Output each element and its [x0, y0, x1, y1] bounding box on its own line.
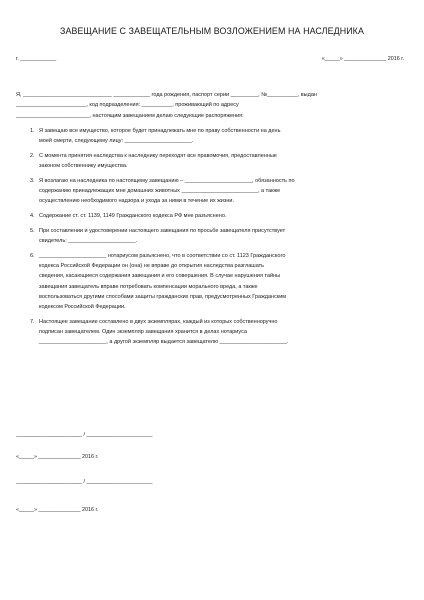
item-number: 5. [30, 228, 35, 234]
list-item [30, 176, 406, 207]
item-number: 7. [30, 318, 35, 325]
item-text: При составлении и удостоверении настоящего завещания по просьбе завещателя присутствует свидетель: ______________________. [39, 228, 286, 245]
item-number: 1. [30, 128, 35, 134]
item-text: ______________________ нотариусом разъяснено, что в соответствии со ст. 1123 Гражданского кодекса Российской Федерации он (она) не вправе до открытия наследства разглашать сведения, касающиеся содержания завещания и его совершения. В случае нарушения тайны завещания завещатель вправе потребовать компенсации морального вреда, а также воспользоваться другими способами защиты гражданских прав, предусмотренных Гражданским кодексом Российской Федерации. [39, 253, 287, 311]
item-number: 4. [30, 213, 35, 220]
city-line: г. ____________ [16, 56, 57, 62]
testator-signature-line: ______________________ / ______________________ [16, 479, 153, 485]
list-item [30, 126, 406, 146]
item-text: С момента принятия наследства к наследнику переходят все правомочия, предоставленные законом собственнику имущества. [39, 153, 277, 170]
item-number: 2. [30, 153, 35, 159]
item-text: Я возлагаю на наследника по настоящему завещанию – ______________________, обязанность по содержанию принадлежащих мне домашних животных _________________________, а также осуществлению необходимого надзора и ухода за ними в течение их жизни. [39, 178, 295, 205]
provisions-list [30, 126, 406, 352]
list-item [30, 317, 406, 348]
item-number: 6. [30, 253, 35, 259]
signature-date-line: «_____» ______________ 2016 г. [16, 507, 99, 513]
date-line: «_____» ______________ 2016 г. [321, 56, 404, 62]
intro-line: _______________________, код подразделения: __________, проживающий по адресу [16, 102, 239, 109]
list-item [30, 251, 406, 312]
intro-line: Я, _____________________________ ____________ года рождения, паспорт серии _________, №__________, выдан [16, 92, 317, 98]
list-item [30, 211, 406, 221]
item-text: Содержание ст. ст. 1139, 1149 Гражданского кодекса РФ мне разъяснено. [39, 213, 227, 220]
intro-paragraph [16, 90, 406, 121]
notary-signature-line: ______________________ / ______________________ [16, 432, 153, 438]
list-item [30, 151, 406, 171]
item-text: Настоящее завещание составлено в двух экземплярах, каждый из которых собственноручно подписан завещателем. Один экземпляр завещания хранится в делах нотариуса ______________________, а другой экземпляр выдается завещателю ______________________. [39, 318, 289, 346]
item-text: Я завещаю все имущество, которое будет принадлежать мне по праву собственности на день моей смерти, следующему лицу: ______________________. [39, 128, 281, 145]
signature-date-line: «_____» ______________ 2016 г. [16, 454, 99, 460]
item-number: 3. [30, 178, 35, 184]
list-item [30, 226, 406, 246]
document-title: ЗАВЕЩАНИЕ С ЗАВЕЩАТЕЛЬНЫМ ВОЗЛОЖЕНИЕМ НА НАСЛЕДНИКА [60, 26, 364, 36]
intro-line: ________________________, настоящим завещанием делаю следующие распоряжения: [16, 112, 244, 119]
